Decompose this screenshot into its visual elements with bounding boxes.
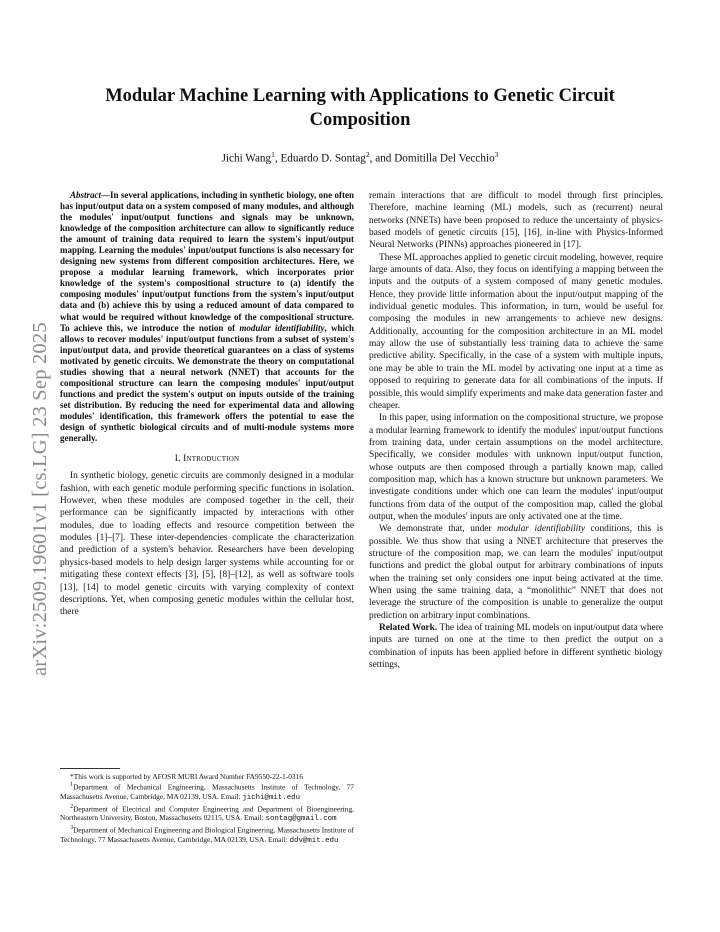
author-name: Eduardo D. Sontag — [280, 152, 366, 165]
author-list — [70, 148, 650, 166]
intro-paragraph: In synthetic biology, genetic circuits are commonly designed in a modular fashion, with each genetic module performing specific functions in isolation. However, when these modules are composed together in the cell, their performance can be significantly impacted by interactions with other modules, due to loading effects and resource competition between the modules [1]–[7]. These inter-dependencies complicate the characterization and prediction of a system's behavior. Researchers have been developing physics-based models to help design larger systems while accounting for or mitigating these context effects [3], [5], [8]–[12], as well as software tools [13], [14] to model genetic circuits with varying complexity of context descriptions. Yet, when composing genetic modules within the cellular host, there — [60, 471, 354, 618]
affiliation-mark: 2 — [70, 803, 74, 810]
footnote-rule — [60, 768, 120, 769]
affiliation-mark: 1 — [271, 150, 275, 159]
right-column — [369, 190, 663, 671]
related-work-heading: Related Work. — [379, 623, 438, 634]
arxiv-watermark: arXiv:2509.19601v1 [cs.LG] 23 Sep 2025 — [29, 322, 51, 676]
left-column — [60, 190, 354, 619]
section-number: I. — [174, 454, 184, 465]
section-title: Introduction — [183, 454, 240, 465]
email-link[interactable]: jichi@mit.edu — [242, 793, 301, 802]
footnote-affiliation-3 — [60, 824, 354, 846]
footnote-affiliation-2 — [60, 803, 354, 825]
author-name: Domitilla Del Vecchio — [394, 152, 495, 165]
abstract-text: In several applications, including in synthetic biology, one often has input/output data on a system composed of many modules, and although the modules' input/output functions and signals may be unknown, knowledge of the composition architecture can allow to significantly reduce the amount of training data required to learn the system's input/output mapping. Learning the modules' input/output functions is also necessary for designing new systems from different composition architectures. Here, we propose a modular learning framework, which incorporates prior knowledge of the system's compositional structure to (a) identify the composing modules' input/output functions from the system's input/output data and (b) achieve this by using a reduced amount of data compared to what would be required without knowledge of the compositional structure. To achieve this, we introduce the notion of — [60, 190, 354, 333]
footnote-text: Department of Mechanical Engineering, Massachusetts Institute of Technology, 77 Massachusetts Avenue, Cambridge, MA 02139, USA. Email: — [60, 782, 354, 801]
author-name: Jichi Wang — [221, 152, 272, 165]
body-text: The idea of training ML models on input/output data where inputs are turned on one at the time to then predict the output on a combination of inputs has been applied before in different synthetic biology settings, — [369, 623, 663, 671]
abstract — [60, 190, 354, 444]
footnotes — [60, 772, 354, 846]
affiliation-mark: 1 — [70, 782, 74, 789]
affiliation-mark: 2 — [365, 150, 370, 159]
paper-title: Modular Machine Learning with Applications to Genetic Circuit Composition — [105, 86, 615, 130]
abstract-emphasis: modular identifiability — [239, 322, 325, 333]
email-link[interactable]: ddv@mit.edu — [289, 836, 339, 845]
body-paragraph: These ML approaches applied to genetic circuit modeling, however, require large amounts of data. Also, they focus on identifying a mapping between the inputs and the outputs of a system composed of many genetic modules. Hence, they provide little information about the input/output mapping of the individual genetic modules. This information, in turn, would be useful for composing the modules in new arrangements to achieve new designs. Additionally, accounting for the composition architecture in an ML model may allow the use of substantially less training data to achieve the same predictive ability. Specifically, in the case of a system with multiple inputs, one may be able to train the ML model by activating one input at a time as opposed to requiring to generate data for all combinations of the inputs. If possible, this would simplify experiments and make data generation faster and cheaper. — [369, 252, 663, 411]
abstract-label: Abstract — [70, 190, 102, 200]
affiliation-mark: 3 — [70, 825, 74, 832]
body-emphasis: modular identifiability — [497, 524, 586, 535]
body-text: We demonstrate that, under — [379, 524, 498, 535]
related-work-paragraph — [369, 622, 663, 671]
body-paragraph — [369, 523, 663, 622]
body-paragraph: remain interactions that are difficult to model through first principles. Therefore, machine learning (ML) models, such as (recurrent) neural networks (NNETs) have been proposed to reduce the uncertainty of physics-based models of genetic circuits [15], [16], in-line with Physics-Informed Neural Networks (PINNs) approaches pioneered in [17]. — [369, 191, 663, 251]
author-separator: , — [274, 152, 281, 165]
author-separator: , and — [369, 152, 395, 165]
footnote-funding: *This work is supported by AFOSR MURI Award Number FA9550-22-1-0316 — [70, 772, 304, 781]
affiliation-mark: 3 — [494, 150, 499, 159]
abstract-dash: — — [101, 190, 111, 200]
footnote-text: Department of Mechanical Engineering and Biological Engineering, Massachusetts Institute of Technology, 77 Massachusetts Avenue, Cambridge, MA 02139, USA. Email: — [60, 825, 354, 844]
body-text: conditions, this is possible. We thus show that using a NNET architecture that preserves the structure of the composition map, we can learn the modules' input/output functions and predict the global output for arbitrary combinations of inputs when the training set only considers one input being activated at the time. When using the same training data, a “monolithic” NNET that does not leverage the structure of the composition is unable to generalize the output prediction on arbitrary input combinations. — [369, 524, 664, 621]
body-paragraph: In this paper, using information on the compositional structure, we propose a modular learning framework to identify the modules' input/output functions from training data, under certain assumptions on the model architecture. Specifically, we consider modules with unknown input/output function, whose outputs are then composed through a partially known map, called composition map, which has a known structure but unknown parameters. We investigate conditions under which one can learn the modules' input/output functions from data of the output of the composition map, called the global output, when the modules' inputs are only activated one at the time. — [369, 413, 663, 522]
footnote-affiliation-1 — [60, 781, 354, 803]
section-heading-introduction — [60, 453, 354, 465]
email-link[interactable]: sontag@gmail.com — [265, 815, 337, 824]
footnote-text: Department of Electrical and Computer Engineering and Department of Bioengineering, Northeastern University, Boston, Massachusetts 02115, USA. Email: — [60, 804, 354, 823]
abstract-text: , which allows to recover modules' input/output functions from a subset of system's input/output data, and provide theoretical guarantees on a class of systems motivated by genetic circuits. We demonstrate the theory on computational studies showing that a neural network (NNET) that accounts for the compositional structure can learn the composing modules' input/output functions and predict the system's output on inputs outside of the training set distribution. By reducing the need for experimental data and allowing modules' identification, this framework offers the potential to ease the design of synthetic biological circuits and of multi-module systems more generally. — [60, 322, 354, 444]
